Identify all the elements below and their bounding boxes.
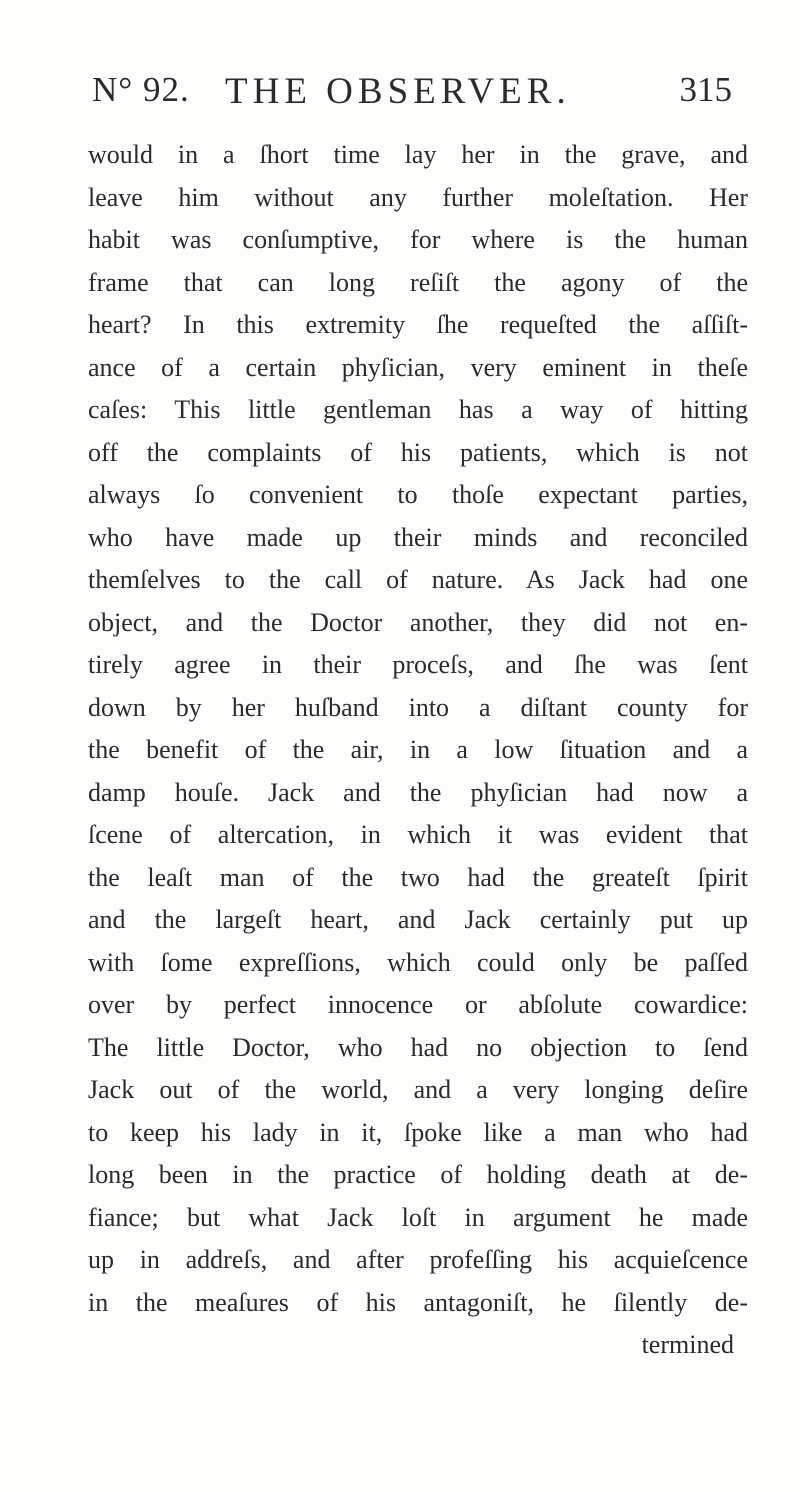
issue-number: N° 92. [92,70,190,109]
text-line: who have made up their minds and reconciled [88,522,748,552]
text-line: leave him without any further moleſtation. Her [88,182,748,212]
text-line: the benefit of the air, in a low ſituation and a [88,735,748,764]
text-line: and the largeſt heart, and Jack certainly put up [88,905,748,934]
text-line: with ſome expreſſions, which could only be paſſed [88,947,748,977]
body-text [88,134,748,1367]
text-line: the leaſt man of the two had the greateſt ſpirit [88,862,748,892]
page-number: 315 [679,70,732,109]
text-line: tirely agree in their proceſs, and ſhe was ſent [88,650,748,679]
text-line: The little Doctor, who had no objection to ſend [88,1032,748,1062]
text-line: heart? In this extremity ſhe requeſted the aſſiſt- [88,310,748,339]
text-line: long been in the practice of holding death at de- [88,1160,748,1189]
text-line: ance of a certain phyſician, very eminent in theſe [88,352,748,382]
text-line: themſelves to the call of nature. As Jack had one [88,565,748,594]
text-line: off the complaints of his patients, which is not [88,437,748,467]
text-line: to keep his lady in it, ſpoke like a man who had [88,1117,748,1147]
text-line: caſes: This little gentleman has a way of hitting [88,395,748,424]
text-line: over by perfect innocence or abſolute cowardice: [88,990,748,1019]
text-line: frame that can long reſiſt the agony of the [88,267,748,297]
text-line: object, and the Doctor another, they did not en- [88,607,748,637]
text-line: up in addreſs, and after profeſſing his acquieſcence [88,1245,748,1274]
running-header [92,70,732,120]
text-line: always ſo convenient to thoſe expectant parties, [88,480,748,509]
text-line: ſcene of altercation, in which it was evident that [88,820,748,849]
text-line: in the meaſures of his antagoniſt, he ſilently de- [88,1287,748,1317]
catchword: termined [641,1330,734,1359]
text-line: fiance; but what Jack loſt in argument he made [88,1202,748,1232]
text-line: habit was conſumptive, for where is the human [88,225,748,254]
page-title: THE OBSERVER. [225,71,571,112]
text-line: damp houſe. Jack and the phyſician had now a [88,777,748,807]
text-line: down by her huſband into a diſtant county for [88,692,748,722]
text-line: would in a ſhort time lay her in the grave, and [88,140,748,169]
text-line: Jack out of the world, and a very longing deſire [88,1075,748,1104]
